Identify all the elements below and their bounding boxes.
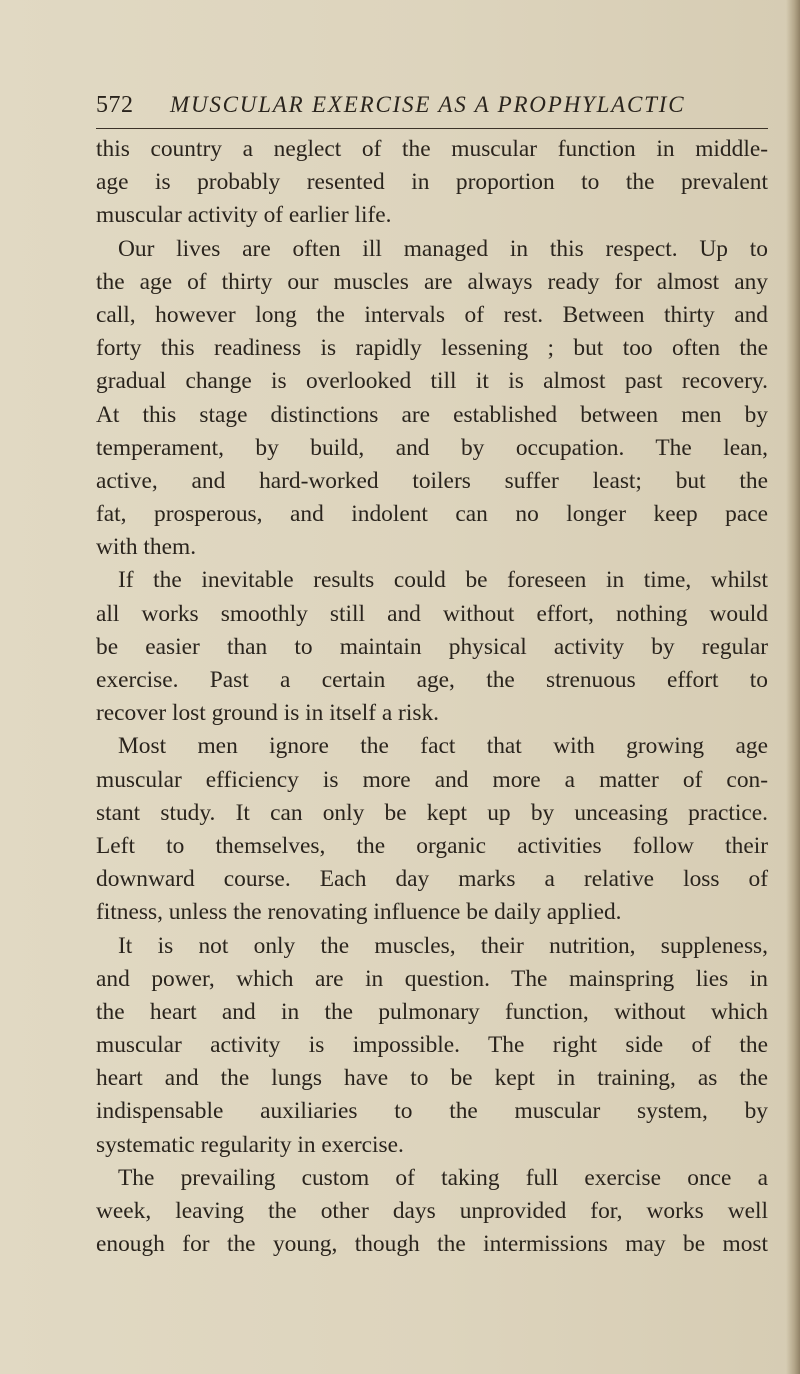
text-line: The prevailing custom of taking full exercise once a — [118, 1164, 768, 1191]
text-line: be easier than to maintain physical activity by regular — [96, 633, 768, 660]
header-rule — [96, 128, 768, 129]
text-line: heart and the lungs have to be kept in training, as the — [96, 1065, 768, 1092]
page-edge-shadow — [786, 0, 800, 1374]
text-line: downward course. Each day marks a relative loss of — [96, 866, 768, 893]
text-line: active, and hard-worked toilers suffer least; but the — [96, 467, 768, 494]
text-line: fitness, unless the renovating influence be daily applied. — [96, 899, 622, 926]
text-line: with them. — [96, 534, 197, 561]
text-line: muscular activity is impossible. The right side of the — [96, 1032, 768, 1059]
text-line: recover lost ground is in itself a risk. — [96, 700, 439, 727]
text-line: call, however long the intervals of rest. Between thirty and — [96, 301, 768, 328]
body-text — [96, 133, 768, 1261]
text-line: At this stage distinctions are established between men by — [96, 401, 768, 428]
text-line: forty this readiness is rapidly lessening ; but too often the — [96, 335, 768, 362]
text-line: muscular activity of earlier life. — [96, 202, 392, 229]
text-line: muscular efficiency is more and more a matter of con- — [96, 766, 768, 793]
text-line: all works smoothly still and without effort, nothing would — [96, 600, 768, 627]
text-line: this country a neglect of the muscular function in middle- — [96, 136, 768, 162]
text-line: exercise. Past a certain age, the strenuous effort to — [96, 667, 768, 693]
text-line: systematic regularity in exercise. — [96, 1131, 404, 1158]
text-line: fat, prosperous, and indolent can no longer keep pace — [96, 501, 768, 528]
page-number: 572 — [96, 92, 134, 118]
text-line: Most men ignore the fact that with growing age — [118, 733, 768, 760]
text-line: Left to themselves, the organic activities follow their — [96, 832, 768, 859]
text-line: the heart and in the pulmonary function, without which — [96, 998, 768, 1025]
running-title: MUSCULAR EXERCISE AS A PROPHYLACTIC — [170, 92, 686, 117]
text-line: the age of thirty our muscles are always ready for almost any — [96, 268, 768, 295]
text-line: age is probably resented in proportion to the prevalent — [96, 169, 768, 196]
text-line: stant study. It can only be kept up by unceasing practice. — [96, 799, 768, 826]
text-line: Our lives are often ill managed in this respect. Up to — [118, 235, 768, 262]
text-line: indispensable auxiliaries to the muscular system, by — [96, 1098, 768, 1125]
text-line: It is not only the muscles, their nutrition, suppleness, — [118, 932, 768, 959]
running-head — [96, 92, 766, 128]
text-line: temperament, by build, and by occupation. The lean, — [96, 434, 768, 461]
text-line: enough for the young, though the intermissions may be most — [96, 1231, 768, 1258]
text-line: and power, which are in question. The mainspring lies in — [96, 965, 768, 992]
text-line: gradual change is overlooked till it is almost past recovery. — [96, 368, 768, 395]
text-line: If the inevitable results could be foreseen in time, whilst — [118, 567, 768, 594]
text-line: week, leaving the other days unprovided for, works well — [96, 1198, 768, 1224]
